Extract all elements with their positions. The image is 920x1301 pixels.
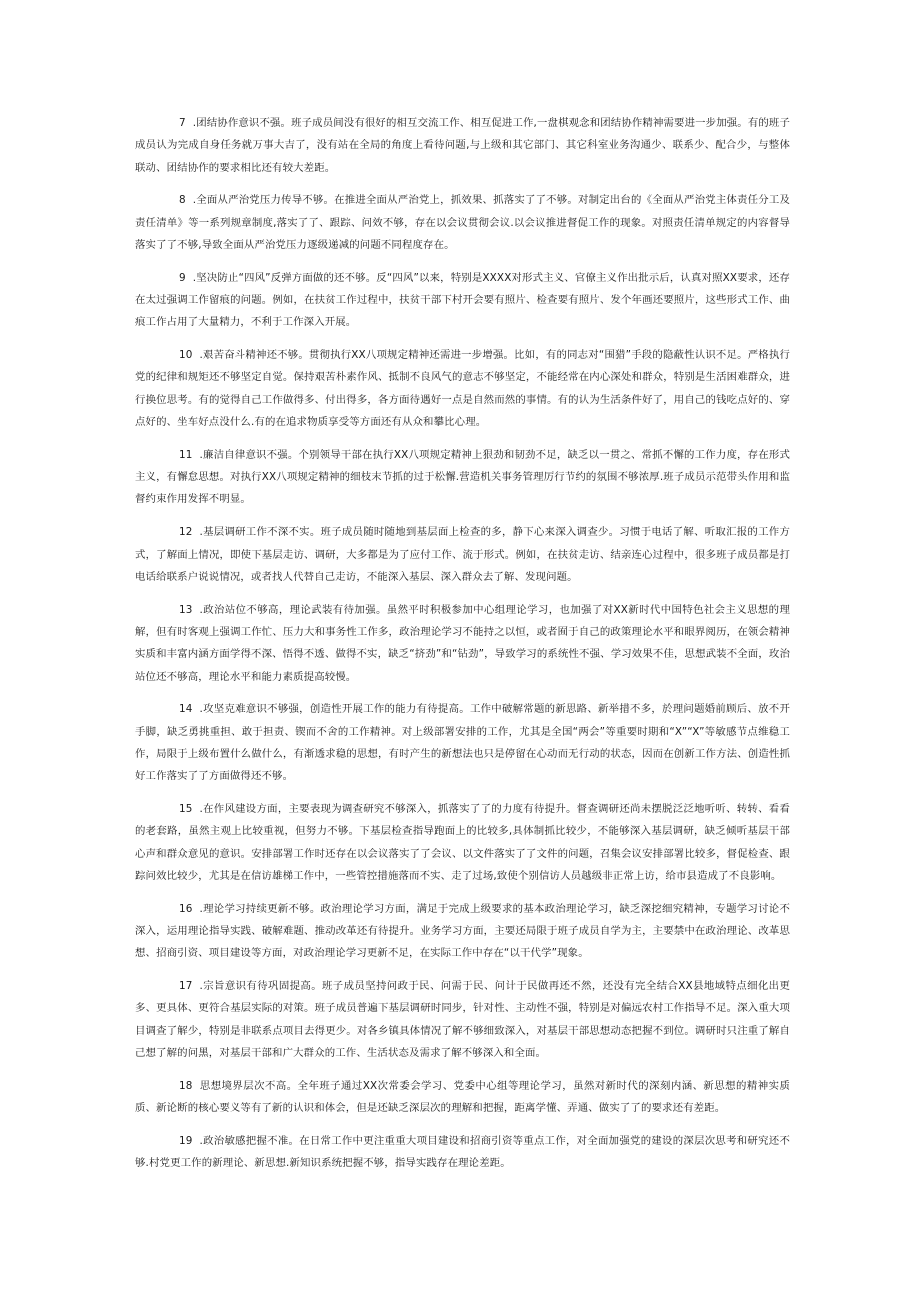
paragraph-number: 18 <box>179 1079 193 1092</box>
paragraph-number: 8 <box>179 194 186 207</box>
paragraph-number: 17 <box>179 980 193 993</box>
paragraph-text: .艰苦奋斗精神还不够。贯彻执行XX八项规定精神还需进一步增强。比如，有的同志对“围猎”手段的隐蔽性认识不足。严格执行党的纪律和规矩还不够坚定自觉。保持艰苦朴素作风、抵制不良风气的意志不够坚定，不能经常在内心深处和群众，特别是生活困难群众，进行换位思考。有的觉得自己工作做得多、付出得多，各方面待遇好一点是自然而然的事情。有的认为生活条件好了，用自己的钱吃点好的、穿点好的、坐车好点没什么.有的在追求物质享受等方面还有从众和攀比心理。 <box>135 349 790 429</box>
document-body <box>135 112 790 1185</box>
paragraph-19 <box>135 1130 790 1175</box>
paragraph-number: 12 <box>179 526 193 539</box>
paragraph-16 <box>135 898 790 965</box>
paragraph-13 <box>135 599 790 688</box>
paragraph-text: 思想境界层次不高。全年班子通过XX次常委会学习、党委中心组等理论学习，虽然对新时代的深刻内涵、新思想的精神实质质、新论断的核心要义等有了新的认识和体会，但是还缺乏深层次的理解和把握，距离学懂、弄通、做实了了的要求还有差距。 <box>135 1079 790 1115</box>
paragraph-14 <box>135 698 790 787</box>
paragraph-text: .攻坚克难意识不够强，创造性开展工作的能力有待提高。工作中破解常题的新思路、新举措不多，於理问题婚前顾后、放不开手脚，缺乏勇挑重担、敢于担责、锲而不舍的工作精神。对上级部署安排的工作，尤其是全国“两会”等重要时期和“X”“X”等敏感节点维稳工作，局限于上级布置什么做什么，有渐透求稳的思想，有时产生的新想法也只是停留在心动而无行动的状态，因而在创新工作方法、创造性抓好工作落实了了方面做得还不够。 <box>135 703 790 783</box>
paragraph-8 <box>135 189 790 256</box>
paragraph-number: 19 <box>179 1134 193 1147</box>
paragraph-text: .宗旨意识有待巩固提高。班子成员坚持问政于民、问需于民、问计于民做再还不然，还没有完全结合XX县地域特点细化出更多、更具体、更符合基层实际的对策。班子成员普遍下基层调研时同步，针对性、主动性不强，特别是对偏远农村工作指导不足。深入重大项目调查了解少，特别是非联系点项目去得更少。对各乡镇具体情况了解不够细致深入，对基层干部思想动态把握不到位。调研时只注重了解自己想了解的问黑，对基层干部和广大群众的工作、生活状态及需求了解不够深入和全面。 <box>135 980 790 1059</box>
paragraph-text: .理论学习持续更新不够。政治理论学习方面，满足于完成上级要求的基本政治理论学习，缺乏深挖细究精神，专题学习讨论不深入，运用理论指导实践、破解难题、推动改革还有待提升。业务学习方面，主要还局限于班子成员自学为主，主要禁中在政治理论、改革思想、招商引资、项目建设等方面，对政治理论学习更新不足，在实际工作中存在“以干代学”现象。 <box>135 902 790 960</box>
paragraph-number: 16 <box>179 902 193 915</box>
paragraph-number: 14 <box>179 703 193 716</box>
paragraph-15 <box>135 798 790 887</box>
paragraph-number: 13 <box>179 603 193 616</box>
paragraph-number: 15 <box>179 803 193 816</box>
paragraph-text: .政治敏感把握不准。在日常工作中更注重重大项目建设和招商引资等重点工作，对全面加强党的建设的深层次思考和研究还不够.村党更工作的新理论、新思想.新知识系统把握不够，指导实践存在理论差距。 <box>135 1134 790 1170</box>
paragraph-text: .坚决防止“四风”反弹方面做的还不够。反“四风”以来，特别是XXXX对形式主义、官僚主义作出批示后，认真对照XX要求，还存在太过强调工作留痕的问题。例如，在扶贫工作过程中，扶贫干部下村开会要有照片、检查要有照片、发个年画还要照片，这些形式工作、曲痕工作占用了大量精力，不利于工作深入开展。 <box>135 271 790 329</box>
paragraph-number: 10 <box>179 349 193 362</box>
paragraph-number: 7 <box>179 117 186 129</box>
paragraph-7 <box>135 112 790 179</box>
paragraph-9 <box>135 267 790 334</box>
paragraph-12 <box>135 521 790 588</box>
paragraph-text: .政治站位不够高，理论武装有待加强。虽然平时积极参加中心组理论学习，也加强了对XX新时代中国特色社会主义思想的理解，但有时客观上强调工作忙、压力大和事务性工作多，政治理论学习不能持之以恒，或者囿于自己的政策理论水平和眼界阅历，在领会精神实质和丰富内涵方面学得不深、悟得不透、做得不实，缺乏“挤劲”和“钻劲”，导致学习的系统性不强、学习效果不佳，思想武装不全面，玫治站位还不够高，理论水平和能力素质提高较慢。 <box>135 603 790 683</box>
paragraph-text: .团结协作意识不强。班子成员间没有很好的相互交流工作、相互促进工作,一盘棋观念和团结协作精神需要进一步加强。有的班子成员认为完成自身任务就万事大吉了，没有站在全局的角度上看待问题,与上级和其它部门、其它科室业务沟通少、联系少、配合少，与整体联动、团结协作的要求相比还有较大差距。 <box>135 117 790 174</box>
paragraph-10 <box>135 344 790 433</box>
paragraph-number: 11 <box>179 448 193 461</box>
paragraph-number: 9 <box>179 271 186 284</box>
paragraph-text: .在作风建设方面，主要表现为调查研究不够深入，抓落实了了的力度有待提升。督查调研还尚未摆脱泛泛地听听、转转、看看的老套路，虽然主观上比较重视，但努力不够。下基层检查指导跑面上的比较多,具体制抓比较少，不能够深入基层调研，缺乏倾听基层干部心声和群众意见的意识。安排部署工作时还存在以会议落实了了会议、以文件落实了了文件的问题，召集会议安排部署比较多，督促检查、跟踪问效比较少，尤其是在信访雄梯工作中，一些管控措施落而不实、走了过场,致使个别信访人员越级非正常上访，给市县造成了不良影响。 <box>135 803 790 882</box>
paragraph-11 <box>135 444 790 511</box>
paragraph-text: .基层调研工作不深不实。班子成员随时随地到基层面上检查的多，静下心来深入调查少。习惯于电话了解、听取汇报的工作方式，了解面上情况，即使下基层走访、调研，大多都是为了应付工作、流于形式。例如，在扶贫走访、结亲连心过程中，很多班子成员都是打电话给联系户说说情况，或者找人代替自己走访，不能深入基层、深入群众去了解、发现问题。 <box>135 526 790 583</box>
paragraph-18 <box>135 1075 790 1120</box>
paragraph-text: .廉洁自律意识不强。个别领导干部在执行XX八项规定精神上狠劲和韧劲不足，缺乏以一贯之、常抓不懈的工作力度，存在形式主义，有懈怠思想。对执行XX八项规定精神的细枝末节抓的过于松懈.营造机关事务管理厉行节约的氛围不够浓厚.班子成员示范带头作用和监督约束作用发挥不明显。 <box>135 448 790 506</box>
paragraph-17 <box>135 975 790 1064</box>
paragraph-text: .全面从严治党压力传导不够。在推进全面从严治党上，抓效果、抓落实了了不够。对制定出台的《全面从严治党主体责任分工及责任清单》等一系列规章制度,落实了了、跟踪、问效不够，存在以会议贯彻会议.以会议推进督促工作的现象。对照责任清单规定的内容督导落实了了不够,导致全面从严治党压力逐级递减的问题不同程度存在。 <box>135 194 790 251</box>
